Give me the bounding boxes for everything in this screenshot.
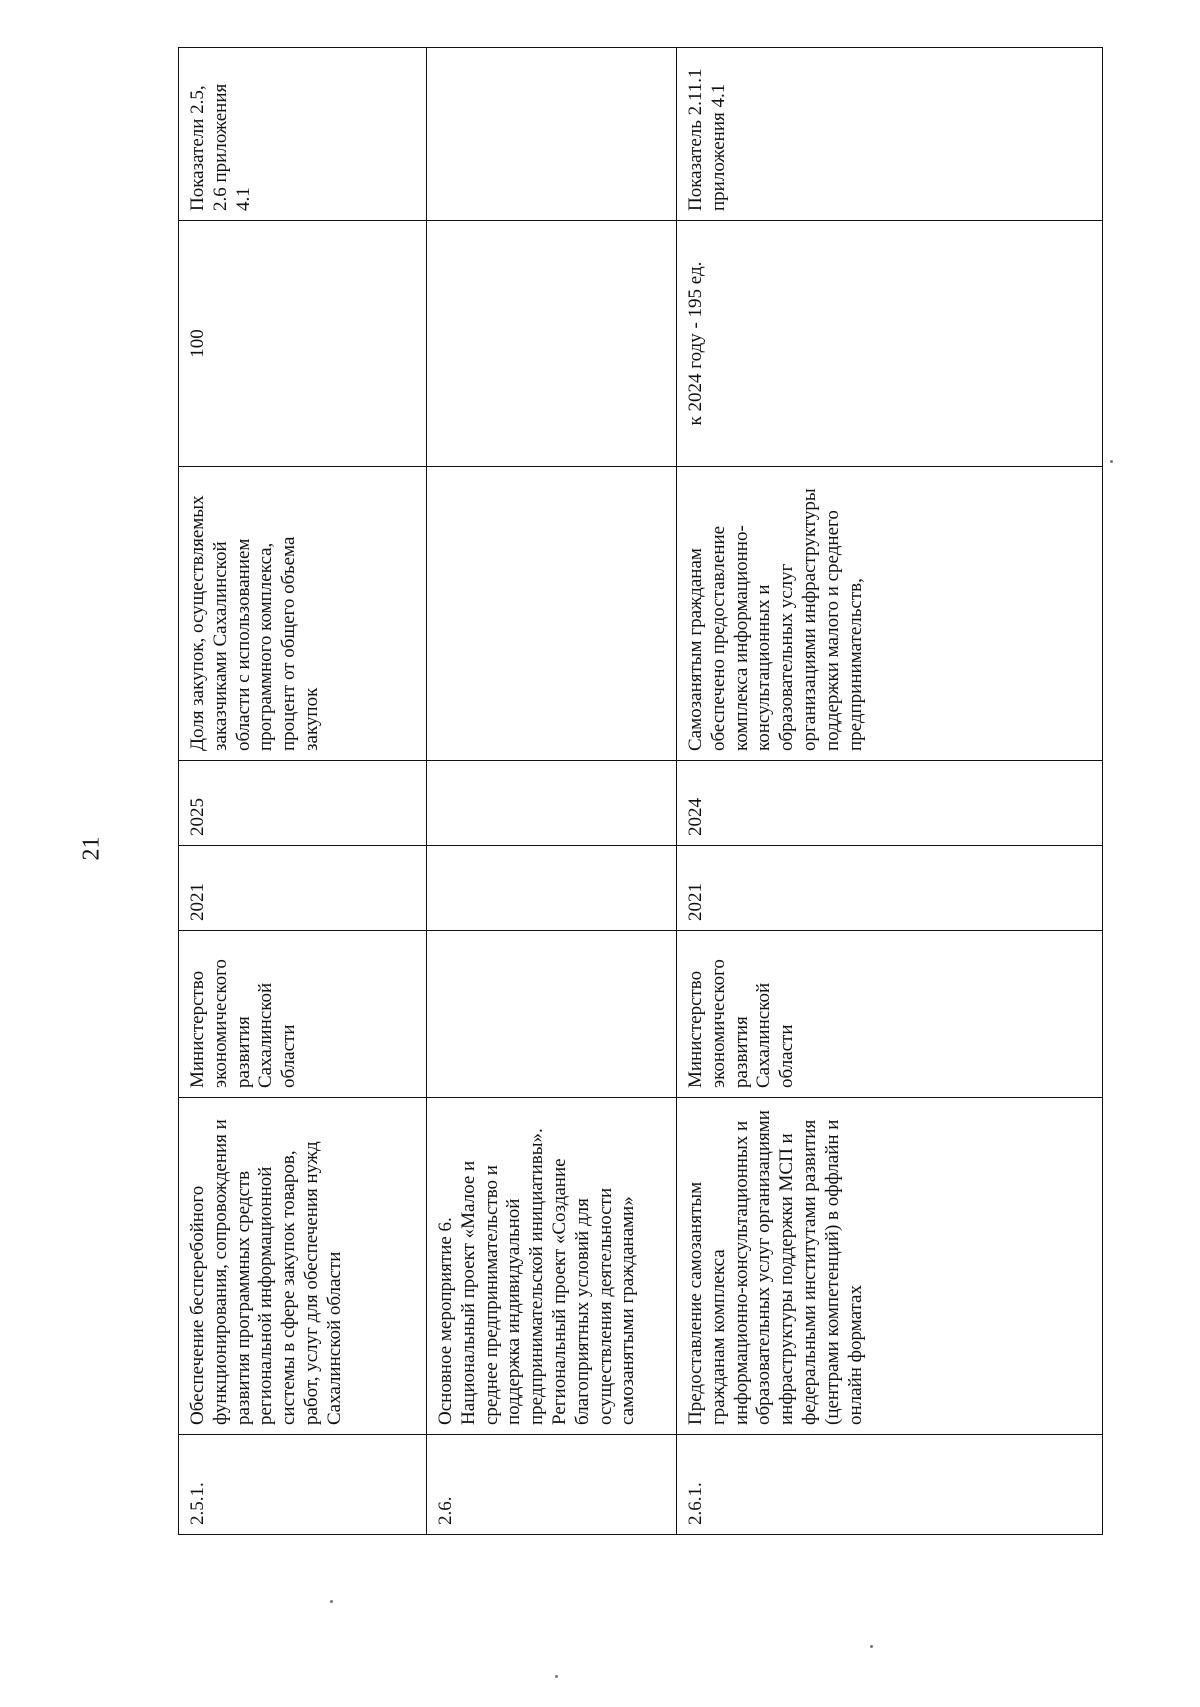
- cell-activity: Предоставление самозанятым гражданам комплекса информационно-консультационных и образовательных услуг организациями инфраструктуры поддержки МСП и федеральными институтами развития (центрами компетенций) в оффлайн и онлайн форматах: [677, 1098, 1103, 1435]
- page-number: 21: [78, 836, 105, 861]
- scan-speck: [555, 1675, 558, 1678]
- cell-activity: Обеспечение бесперебойного функционирования, сопровождения и развития программных средств региональной информационной системы в сфере закупок товаров, работ, услуг для обеспечения нужд Сахалинской области: [179, 1098, 427, 1435]
- cell-number: 2.6.: [427, 1435, 677, 1535]
- cell-indicator: Показатели 2.5, 2.6 приложения 4.1: [179, 48, 427, 221]
- cell-executor: Министерство экономического развития Сахалинской области: [677, 931, 1103, 1098]
- cell-result: Доля закупок, осуществляемых заказчиками Сахалинской области с использованием программного комплекса, процент от общего объема закупок: [179, 467, 427, 761]
- cell-result: Самозанятым гражданам обеспечено предоставление комплекса информационно-консультационных и образовательных услуг организациями инфраструктуры поддержки малого и среднего предпринимательств,: [677, 467, 1103, 761]
- cell-start-year: 2021: [677, 846, 1103, 931]
- cell-executor: [427, 931, 677, 1098]
- cell-activity: Основное мероприятие 6. Национальный проект «Малое и среднее предпринимательство и поддержка индивидуальной предпринимательской инициативы». Региональный проект «Создание благоприятных условий для осуществления деятельности самозанятыми гражданами»: [427, 1098, 677, 1435]
- cell-indicator: [427, 48, 677, 221]
- scan-speck: [1110, 460, 1113, 463]
- cell-result: [427, 467, 677, 761]
- table-row: [677, 48, 1103, 1535]
- cell-number: 2.5.1.: [179, 1435, 427, 1535]
- cell-end-year: 2025: [179, 761, 427, 846]
- table-row: [179, 48, 427, 1535]
- cell-executor: Министерство экономического развития Сахалинской области: [179, 931, 427, 1098]
- table-row: [427, 48, 677, 1535]
- cell-indicator: Показатель 2.11.1 приложения 4.1: [677, 48, 1103, 221]
- cell-value: 100: [179, 221, 427, 467]
- cell-start-year: [427, 846, 677, 931]
- cell-value: [427, 221, 677, 467]
- cell-value: к 2024 году - 195 ед.: [677, 221, 1103, 467]
- activities-table: [178, 47, 1103, 1535]
- rotated-table-page: [178, 48, 1102, 1535]
- cell-end-year: [427, 761, 677, 846]
- cell-end-year: 2024: [677, 761, 1103, 846]
- scan-speck: [870, 1645, 873, 1648]
- scan-speck: [330, 1600, 333, 1603]
- cell-start-year: 2021: [179, 846, 427, 931]
- cell-number: 2.6.1.: [677, 1435, 1103, 1535]
